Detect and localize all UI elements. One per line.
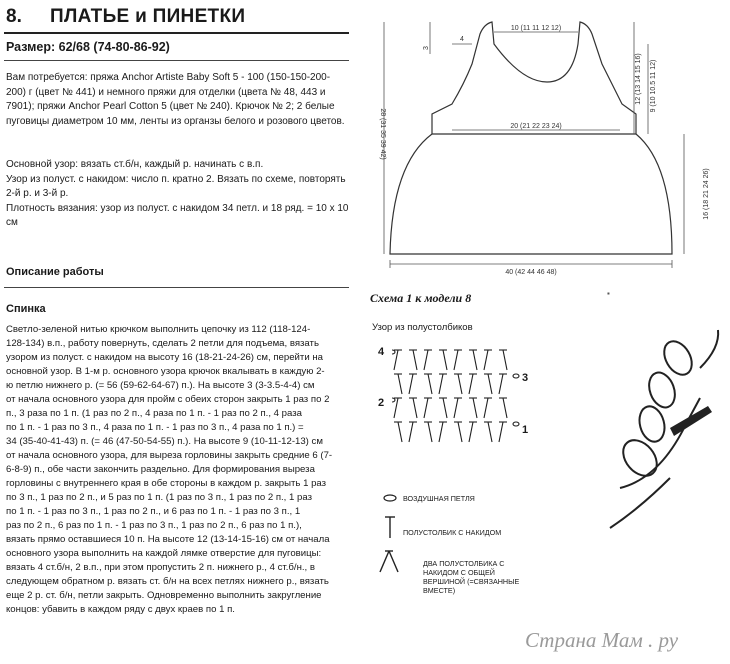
instruction-line: 128-134) в.п., работу повернуть, сделать 2 петли для подъема, вязать <box>6 338 319 349</box>
neck-width-label: 10 (11 11 12 12) <box>510 25 562 32</box>
instruction-line: узором из полуст. с накидом на высоту 16 (18-21-24-26) см, перейти на <box>6 352 323 363</box>
skirt-height-label: 16 (18 21 24 26) <box>703 168 710 220</box>
watermark: Страна Мам . ру <box>525 628 679 652</box>
scheme-title: Схема 1 к модели 8 <box>370 291 472 305</box>
stitch-stem <box>424 350 428 370</box>
stitch-stem <box>428 374 432 394</box>
stitch-stem <box>439 422 443 442</box>
hdc2tog-stitch-icon <box>376 548 402 574</box>
instruction-line: раз по 2 п., 6 раз по 1 п. - 1 раз по 3 п., 1 раз по 2 п., 6 раз по 1 п.), <box>6 520 302 531</box>
chain-legend-text: ВОЗДУШНАЯ ПЕТЛЯ <box>403 494 475 503</box>
instruction-line: по 1 п. - 1 раз по 3 п., 4 раза по 1 п. - 1 раз по 3 п., 4 раза по 1 п.) = <box>6 422 304 433</box>
stitch-stem <box>458 374 462 394</box>
stitch-stem <box>424 398 428 418</box>
instruction-line: п., 3 раза по 1 п. (1 раз по 2 п., 4 раза по 1 п. - 1 раз по 2 п., 4 раза <box>6 408 302 419</box>
instruction-line: по 1 п. - 1 раз по 3 п., 1 раз по 2 п., и 6 раз по 1 п. - 1 раз по 3 п., 1 <box>6 506 301 517</box>
dress-schematic <box>372 4 728 282</box>
chain-mark <box>513 422 519 426</box>
description-divider <box>4 287 349 288</box>
stitch-stem <box>488 422 492 442</box>
instruction-line: вязать 4 ст.б/н, 2 в.п., при этом пропустить 2 п. нижнего р., 4 ст.б/н., в <box>6 562 315 573</box>
instruction-line: вязать прямо оставшиеся 10 п. На высоте 12 (13-14-15-16) см от начала <box>6 534 330 545</box>
instruction-line: следующем обратном р. вязать ст. б/н на всех петлях нижнего р., вязать <box>6 576 329 587</box>
hdc2tog-legend-text: ДВА ПОЛУСТОЛБИКА С НАКИДОМ С ОБЩЕЙ ВЕРШИНОЙ (=СВЯЗАННЫЕ ВМЕСТЕ) <box>423 559 520 595</box>
title-divider <box>4 32 349 34</box>
stitch-stem <box>454 398 458 418</box>
stitch-stem <box>488 374 492 394</box>
row-label-1: 1 <box>522 424 529 436</box>
hdc-stitch-icon <box>382 514 398 540</box>
strap-width-label: 4 <box>460 36 464 43</box>
patterns-block <box>6 158 350 231</box>
instruction-line: Светло-зеленой нитью крючком выполнить цепочку из 112 (118-124- <box>6 324 311 335</box>
stitch-stem <box>443 350 447 370</box>
instruction-line: 6-8-9) п., обе части закончить раздельно. Для формирования выреза <box>6 464 315 475</box>
stitch-chart <box>392 346 522 446</box>
chain-mark <box>513 374 519 378</box>
stitch-stem <box>484 398 488 418</box>
instruction-line: еще 2 р. ст. б/н, петли закрыть. Одновременно выполнить закругление <box>6 590 322 601</box>
stitch-stem <box>398 374 402 394</box>
instruction-line: 34 (35-40-41-43) п. (= 46 (47-50-54-55) п.). На высоте 9 (10-11-12-13) см <box>6 436 323 447</box>
instruction-line: по 3 п., 1 раз по 2 п., и 5 раз по 1 п. (1 раз по 3 п., 1 раз по 2 п., 1 раз <box>6 492 312 503</box>
size-divider <box>4 60 349 61</box>
stitch-stem <box>443 398 447 418</box>
instruction-line: концов: убавить в каждом ряду с двух краев по 1 п. <box>6 604 235 615</box>
main-pattern-text: Основной узор: вязать ст.б/н, каждый р. начинать с в.п. <box>6 159 264 170</box>
bodice-height-label: 12 (13 14 15 16) <box>635 53 642 105</box>
stitch-stem <box>413 398 417 418</box>
stitch-stem <box>409 422 413 442</box>
instruction-line: горловины с внутреннего края в обе стороны в каждом р. закрыть 1 раз <box>6 478 327 489</box>
instruction-line: от начала основного узора для пройм с обеих сторон закрыть 1 раз по 2 <box>6 394 330 405</box>
back-heading: Спинка <box>6 303 46 315</box>
stitch-stem <box>484 350 488 370</box>
hook-chain-illustration <box>600 328 728 538</box>
hdc-legend-text: ПОЛУСТОЛБИК С НАКИДОМ <box>403 528 502 537</box>
row-label-2: 2 <box>378 397 385 409</box>
stitch-stem <box>428 422 432 442</box>
instruction-line: от начала основного узора, для выреза горловины закрыть средние 6 (7- <box>6 450 333 461</box>
materials-text: Вам потребуется: пряжа Anchor Artiste Baby Soft 5 - 100 (150-150-200-200) г (цвет № 441) и немного пряжи для отделки (цвета № 48, 443 и 7901); пряжи Anchor Pearl Cotton 5 (цвет № 240). Крючок № 2; 2 белые пуговицы диаметром 10 мм, ленты из органзы белого и розового цветов. <box>6 72 345 127</box>
total-height-label: 28 (31 35 39 42) <box>379 108 386 160</box>
stitch-stem <box>499 422 503 442</box>
armhole-height-label: 9 (10 10.5 11 12) <box>650 59 657 113</box>
stitch-stem <box>413 350 417 370</box>
stitch-stem <box>454 350 458 370</box>
row-label-3: 3 <box>522 372 529 384</box>
stitch-stem <box>398 422 402 442</box>
instruction-line: ю петлю нижнего р. (= 56 (59-62-64-67) п.). На высоте 3 (3-3.5-4-4) см <box>6 380 315 391</box>
stitch-stem <box>469 422 473 442</box>
strap-height-label: 3 <box>423 46 430 50</box>
chain-mark <box>392 398 395 402</box>
instruction-line: основной узор. В 1-м р. основного узора крючок вкалывать в каждую 2- <box>6 366 325 377</box>
description-heading: Описание работы <box>6 266 104 278</box>
stitch-stem <box>503 350 507 370</box>
chain-mark <box>392 350 395 354</box>
row-label-4: 4 <box>378 346 385 358</box>
pattern-title: Узор из полустолбиков <box>372 322 473 333</box>
stitch-stem <box>409 374 413 394</box>
gauge-text: Плотность вязания: узор из полуст. с накидом 34 петл. и 18 ряд. = 10 х 10 см <box>6 202 349 229</box>
size-line: Размер: 62/68 (74-80-86-92) <box>6 40 170 54</box>
section-number: 8. <box>6 6 22 27</box>
stitch-stem <box>439 374 443 394</box>
page-title: ПЛАТЬЕ и ПИНЕТКИ <box>50 6 246 27</box>
stitch-stem <box>469 374 473 394</box>
hdc-pattern-text: Узор из полуст. с накидом: число п. кратно 2. Вязать по схеме, повторять 2-й р. и 3-й р. <box>6 173 346 200</box>
chain-stitch-icon <box>382 493 398 503</box>
stitch-stem <box>473 350 477 370</box>
stitch-stem <box>503 398 507 418</box>
stitch-stem <box>499 374 503 394</box>
skirt-outline <box>390 134 672 254</box>
stitch-stem <box>473 398 477 418</box>
stitch-stem <box>458 422 462 442</box>
waist-width-label: 20 (21 22 23 24) <box>510 123 562 130</box>
dot-mark: ▪ <box>607 289 610 298</box>
instruction-line: основного узора выполнить на каждой лямке отверстие для пуговицы: <box>6 548 322 559</box>
materials-paragraph <box>6 71 350 129</box>
bottom-width-label: 40 (42 44 46 48) <box>505 269 557 276</box>
